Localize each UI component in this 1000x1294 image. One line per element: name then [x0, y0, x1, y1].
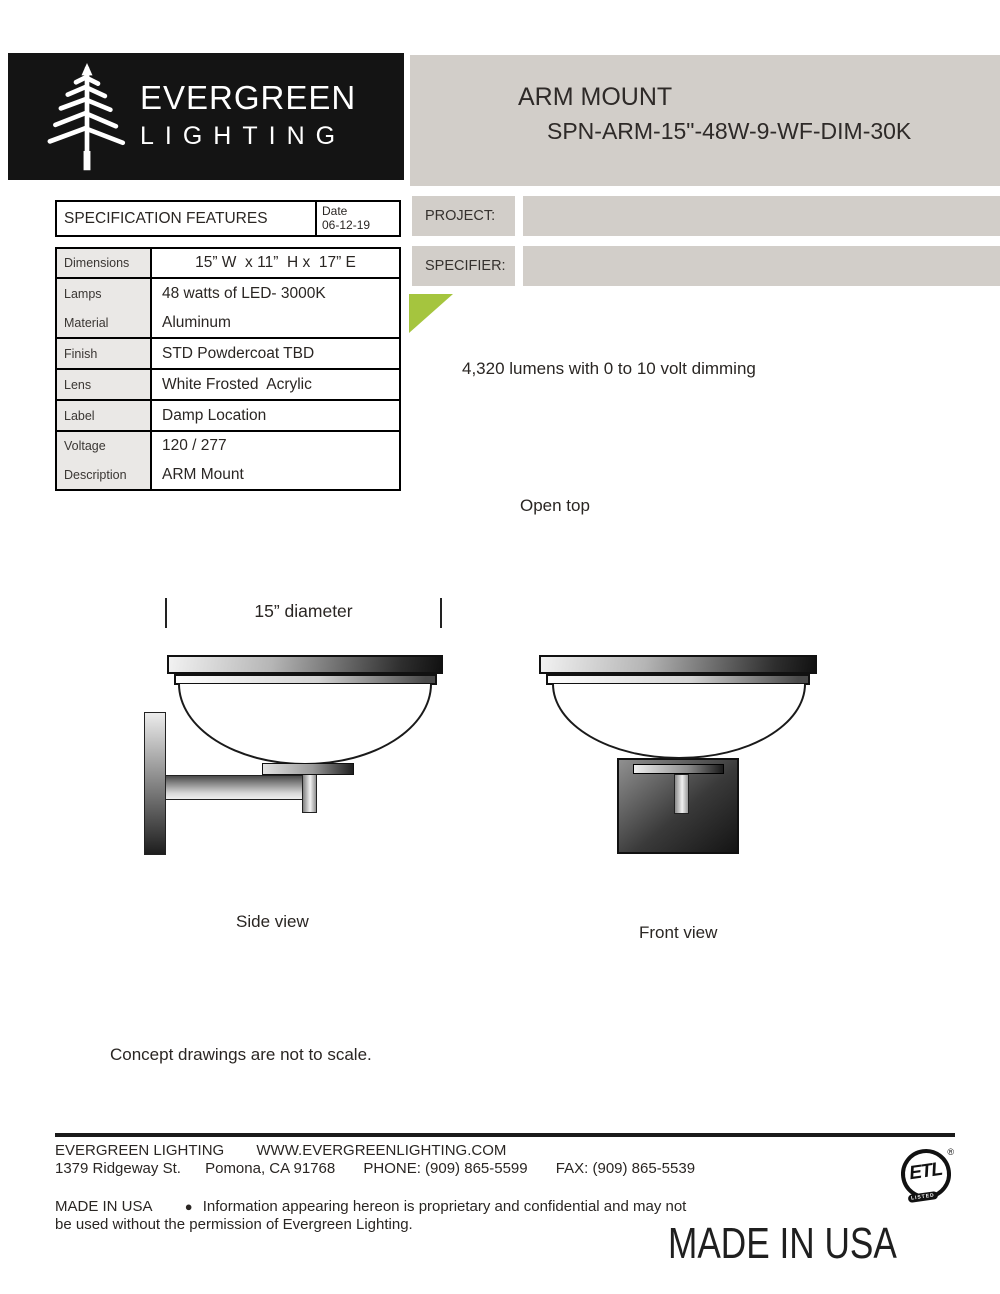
footer-made-in: MADE IN USA	[55, 1198, 153, 1215]
side-view-bottom-plate	[262, 763, 354, 775]
product-model-number: SPN-ARM-15"-48W-9-WF-DIM-30K	[547, 118, 912, 144]
table-row	[57, 368, 399, 399]
side-view-lens-bowl	[178, 684, 432, 765]
footer-company: EVERGREEN LIGHTING	[55, 1142, 225, 1159]
bullet-icon: ●	[184, 1199, 193, 1214]
specifier-field-label: SPECIFIER:	[412, 246, 515, 286]
dimension-tick-right	[440, 598, 442, 628]
spec-label: Material	[64, 315, 109, 330]
brand-logo	[8, 53, 404, 180]
spec-label: Voltage	[64, 439, 106, 454]
brand-name-lighting: LIGHTING	[140, 122, 347, 150]
diameter-dimension-label: 15” diameter	[254, 601, 353, 621]
etl-abbr: ETL	[907, 1158, 944, 1185]
date-value: 06-12-19	[322, 218, 371, 232]
footer-city: Pomona, CA 91768	[205, 1160, 336, 1177]
spec-value: 15” W x 11” H x 17” E	[195, 254, 356, 271]
footer-notice-line2: be used without the permission of Evergreen Lighting.	[55, 1216, 413, 1233]
spec-features-title: SPECIFICATION FEATURES	[64, 209, 268, 227]
footer-divider	[55, 1133, 955, 1137]
etl-listed-badge	[901, 1147, 954, 1202]
footer-company-line	[55, 1142, 506, 1159]
side-view-top-cap	[167, 655, 443, 674]
product-header	[410, 55, 1000, 186]
registered-trademark-icon: ®	[947, 1147, 954, 1157]
side-view-stem	[302, 774, 317, 813]
open-top-note: Open top	[520, 496, 590, 515]
footer-contact-line	[55, 1160, 695, 1177]
front-view-stem	[674, 774, 689, 814]
spec-value: ARM Mount	[162, 465, 244, 483]
spec-value: STD Powdercoat TBD	[162, 344, 315, 362]
project-field-input[interactable]	[523, 196, 1000, 236]
pine-tree-icon	[44, 63, 130, 173]
spec-value: Damp Location	[162, 406, 267, 424]
lumens-note: 4,320 lumens with 0 to 10 volt dimming	[462, 359, 756, 378]
footer-address: 1379 Ridgeway St.	[55, 1160, 181, 1177]
spec-label: Lamps	[64, 286, 102, 301]
footer-fax: FAX: (909) 865-5539	[555, 1160, 696, 1177]
made-in-usa-large: MADE IN USA	[668, 1219, 897, 1268]
spec-features-header	[55, 200, 401, 237]
table-row	[57, 337, 399, 368]
side-view-label: Side view	[236, 912, 309, 931]
scale-disclaimer: Concept drawings are not to scale.	[110, 1045, 372, 1064]
product-title: ARM MOUNT	[518, 83, 673, 111]
brand-name-evergreen: EVERGREEN	[140, 79, 357, 116]
footer-notice-line1	[55, 1198, 686, 1215]
footer-notice-text1: Information appearing hereon is proprietary and confidential and may not	[202, 1198, 687, 1215]
spec-value: Aluminum	[162, 313, 231, 331]
front-view-bottom-plate	[633, 764, 724, 774]
table-row	[57, 430, 399, 489]
side-view-mount-arm	[165, 775, 303, 800]
side-view-wall-plate	[144, 712, 166, 855]
etl-listed-text: LISTED	[908, 1191, 939, 1203]
date-label: Date	[322, 204, 348, 218]
table-row	[57, 249, 399, 277]
spec-label: Label	[64, 408, 95, 423]
spec-table	[55, 247, 401, 491]
footer-website: WWW.EVERGREENLIGHTING.COM	[256, 1142, 507, 1159]
table-row	[57, 277, 399, 337]
table-row	[57, 399, 399, 430]
spec-value: 120 / 277	[162, 437, 227, 455]
spec-value: White Frosted Acrylic	[162, 375, 312, 393]
specifier-field-input[interactable]	[523, 246, 1000, 286]
footer-phone: PHONE: (909) 865-5599	[363, 1160, 528, 1177]
green-corner-triangle-icon	[409, 294, 453, 333]
spec-value: 48 watts of LED- 3000K	[162, 284, 326, 302]
spec-label: Description	[64, 467, 127, 482]
tree-trunk	[84, 151, 91, 170]
spec-label: Finish	[64, 346, 98, 361]
project-field-label: PROJECT:	[412, 196, 515, 236]
spec-label: Lens	[64, 377, 92, 392]
spec-date-cell	[315, 202, 399, 235]
brand-wordmark	[140, 79, 356, 151]
front-view-lens-bowl	[552, 684, 806, 759]
front-view-top-cap	[539, 655, 817, 674]
spec-label: Dimensions	[64, 256, 130, 270]
front-view-label: Front view	[639, 923, 718, 942]
